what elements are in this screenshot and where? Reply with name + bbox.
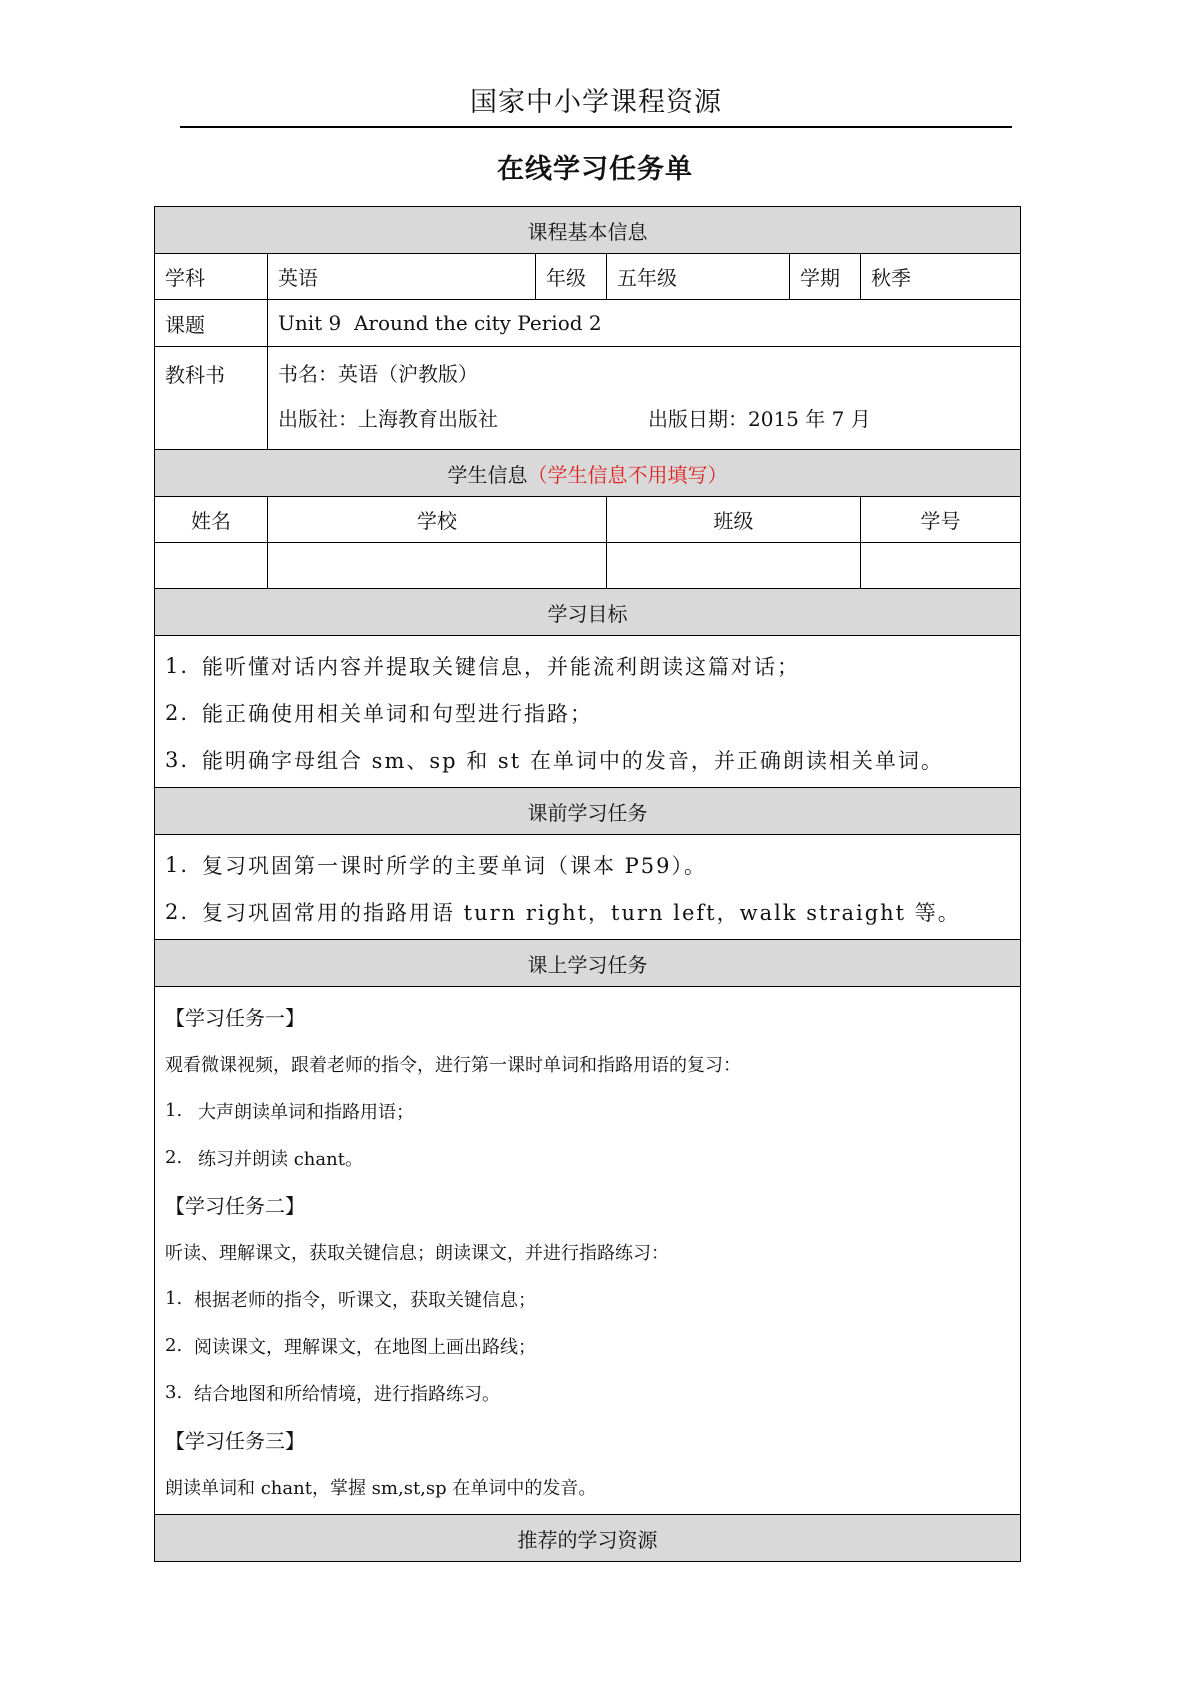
section-pre-class: 课前学习任务 [155, 788, 1021, 835]
list-item [165, 689, 1010, 736]
item-text: 能明确字母组合 sm、sp 和 st 在单词中的发音，并正确朗读相关单词。 [202, 748, 944, 773]
school-label: 学校 [268, 497, 607, 543]
class-input-cell[interactable] [607, 543, 861, 589]
item-number: 3. [165, 747, 190, 772]
task-one-title: 【学习任务一】 [165, 1006, 305, 1030]
name-label: 姓名 [155, 497, 268, 543]
textbook-details [268, 347, 1021, 450]
item-number: 2. [165, 700, 190, 725]
item-number: 2. [165, 899, 190, 924]
subject-value: 英语 [268, 254, 536, 300]
task-step [165, 1275, 1010, 1322]
student-info-note: （学生信息不用填写） [527, 462, 728, 487]
section-course-info: 课程基本信息 [155, 207, 1021, 254]
subject-label: 学科 [155, 254, 268, 300]
school-input-cell[interactable] [268, 543, 607, 589]
student-id-input-cell[interactable] [861, 543, 1021, 589]
task-step [165, 1322, 1010, 1369]
name-input-cell[interactable] [155, 543, 268, 589]
worksheet-table [154, 206, 1021, 1562]
section-student-info [155, 450, 1021, 497]
book-name: 书名：英语（沪教版） [278, 362, 478, 386]
step-text: 结合地图和所给情境，进行指路练习。 [194, 1383, 500, 1405]
step-number: 1. [165, 1288, 183, 1309]
textbook-label: 教科书 [155, 347, 268, 450]
section-in-class: 课上学习任务 [155, 940, 1021, 987]
item-text: 能听懂对话内容并提取关键信息，并能流利朗读这篇对话； [202, 654, 800, 679]
task-step [165, 1369, 1010, 1416]
topic-label: 课题 [155, 300, 268, 347]
item-text: 复习巩固第一课时所学的主要单词（课本 P59）。 [202, 853, 708, 878]
list-item [165, 841, 1010, 888]
item-number: 1. [165, 852, 190, 877]
task-three-intro: 朗读单词和 chant，掌握 sm,st,sp 在单词中的发音。 [165, 1477, 597, 1499]
step-number: 2. [165, 1147, 183, 1168]
in-class-tasks [155, 987, 1021, 1515]
document-header: 国家中小学课程资源 [180, 80, 1012, 128]
student-info-heading: 学生信息 [447, 462, 528, 487]
term-value: 秋季 [861, 254, 1021, 300]
task-one-intro: 观看微课视频，跟着老师的指令，进行第一课时单词和指路用语的复习： [165, 1054, 741, 1076]
list-item [165, 642, 1010, 689]
pre-class-list [155, 835, 1021, 940]
student-id-label: 学号 [861, 497, 1021, 543]
topic-value: Unit 9 Around the city Period 2 [268, 300, 1021, 347]
objectives-list [155, 636, 1021, 788]
step-text: 练习并朗读 chant。 [198, 1148, 363, 1170]
step-text: 大声朗读单词和指路用语； [198, 1101, 414, 1123]
task-two-intro: 听读、理解课文，获取关键信息；朗读课文，并进行指路练习： [165, 1242, 669, 1264]
list-item [165, 736, 1010, 783]
task-three-title: 【学习任务三】 [165, 1429, 305, 1453]
step-number: 3. [165, 1382, 183, 1403]
grade-value: 五年级 [607, 254, 790, 300]
publish-date: 出版日期：2015 年 7 月 [648, 407, 871, 431]
step-text: 阅读课文，理解课文，在地图上画出路线； [194, 1336, 536, 1358]
section-objectives: 学习目标 [155, 589, 1021, 636]
task-step [165, 1087, 1010, 1134]
task-two-title: 【学习任务二】 [165, 1194, 305, 1218]
step-number: 1. [165, 1100, 183, 1121]
page-title: 在线学习任务单 [497, 154, 693, 185]
item-text: 能正确使用相关单词和句型进行指路； [202, 701, 593, 726]
term-label: 学期 [790, 254, 861, 300]
class-label: 班级 [607, 497, 861, 543]
section-resources: 推荐的学习资源 [155, 1515, 1021, 1562]
item-text: 复习巩固常用的指路用语 turn right，turn left，walk straight 等。 [202, 900, 961, 925]
item-number: 1. [165, 653, 190, 678]
publisher-row [278, 404, 1010, 431]
list-item [165, 888, 1010, 935]
grade-label: 年级 [536, 254, 607, 300]
step-text: 根据老师的指令，听课文，获取关键信息； [194, 1289, 536, 1311]
task-step [165, 1134, 1010, 1181]
step-number: 2. [165, 1335, 183, 1356]
publisher: 出版社：上海教育出版社 [278, 407, 498, 431]
